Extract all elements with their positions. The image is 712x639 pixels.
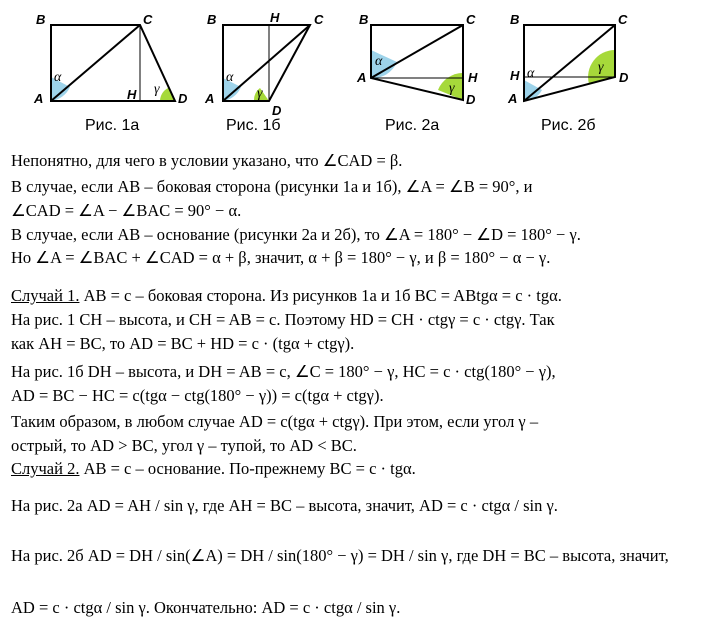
- figure-caption-2b: Рис. 2б: [541, 117, 596, 134]
- figure-1a: [33, 12, 188, 106]
- vertex-a: A: [34, 91, 44, 106]
- vertex-h: H: [270, 10, 280, 25]
- vertex-b: B: [207, 12, 217, 27]
- angle-alpha: α: [527, 66, 535, 81]
- angle-gamma: γ: [154, 82, 160, 97]
- vertex-c: C: [143, 12, 153, 27]
- figure-1b: [204, 10, 324, 118]
- text-line: На рис. 2б AD = DH / sin(∠A) = DH / sin(180° − γ) = DH / sin γ, где DH = BC – высота, значит,: [11, 546, 669, 565]
- vertex-a: A: [508, 91, 518, 106]
- text-line: Непонятно, для чего в условии указано, что ∠CAD = β.: [11, 151, 403, 170]
- vertex-c: C: [466, 12, 476, 27]
- angle-gamma: γ: [449, 81, 455, 96]
- text-line: AD = c · ctgα / sin γ. Окончательно: AD = c · ctgα / sin γ.: [11, 598, 401, 617]
- figure-2a: [356, 12, 478, 107]
- figure-2b: [507, 12, 629, 106]
- vertex-b: B: [510, 12, 520, 27]
- figures-row: [0, 0, 712, 150]
- vertex-d: D: [178, 91, 188, 106]
- text-line: как AH = BC, то AD = BC + HD = c · (tgα + ctgγ).: [11, 334, 355, 353]
- angle-alpha: α: [375, 54, 383, 69]
- vertex-b: B: [359, 12, 369, 27]
- vertex-d: D: [466, 92, 476, 107]
- case-label: Случай 2.: [11, 459, 80, 478]
- text-line: На рис. 2а AD = AH / sin γ, где AH = BC – высота, значит, AD = c · ctgα / sin γ.: [11, 496, 558, 515]
- vertex-c: C: [314, 12, 324, 27]
- case-2-heading-line: Случай 2. AB = c – основание. По-прежнему BC = c · tgα.: [11, 459, 416, 478]
- figure-caption-1a: Рис. 1а: [85, 117, 140, 134]
- diagonal-ac: [223, 25, 310, 101]
- angle-alpha: α: [226, 70, 234, 85]
- vertex-d: D: [272, 103, 282, 118]
- vertex-d: D: [619, 70, 629, 85]
- case-label: Случай 1.: [11, 286, 80, 305]
- vertex-c: C: [618, 12, 628, 27]
- diagonal-ac: [371, 25, 463, 78]
- vertex-a: A: [357, 70, 367, 85]
- vertex-h: H: [127, 87, 137, 102]
- text-line: Таким образом, в любом случае AD = c(tgα + ctgγ). При этом, если угол γ –: [11, 412, 539, 431]
- figure-caption-1b: Рис. 1б: [226, 117, 281, 134]
- text-line: Но ∠A = ∠BAC + ∠CAD = α + β, значит, α + β = 180° − γ, и β = 180° − α − γ.: [11, 248, 551, 267]
- vertex-b: B: [36, 12, 46, 27]
- vertex-h: H: [510, 68, 520, 83]
- angle-alpha: α: [54, 70, 62, 85]
- text-line: В случае, если AB – боковая сторона (рисунки 1а и 1б), ∠A = ∠B = 90°, и: [11, 177, 533, 196]
- text-line: В случае, если AB – основание (рисунки 2а и 2б), то ∠A = 180° − ∠D = 180° − γ.: [11, 225, 581, 244]
- text-line: ∠CAD = ∠A − ∠BAC = 90° − α.: [11, 201, 242, 220]
- text-line: острый, то AD > BC, угол γ – тупой, то AD < BC.: [11, 436, 357, 455]
- figure-caption-2a: Рис. 2а: [385, 117, 440, 134]
- vertex-h: H: [468, 70, 478, 85]
- text-line: На рис. 1б DH – высота, и DH = AB = c, ∠C = 180° − γ, HC = c · ctg(180° − γ),: [11, 362, 556, 381]
- vertex-a: A: [205, 91, 215, 106]
- text-line: AD = BC − HC = c(tgα − ctg(180° − γ)) = c(tgα + ctgγ).: [11, 386, 384, 405]
- case-1-heading-line: Случай 1. AB = c – боковая сторона. Из рисунков 1а и 1б BC = ABtgα = c · tgα.: [11, 286, 562, 305]
- text-line: На рис. 1 CH – высота, и CH = AB = c. Поэтому HD = CH · ctgγ = c · ctgγ. Так: [11, 310, 555, 329]
- angle-gamma: γ: [257, 86, 263, 101]
- angle-gamma: γ: [598, 60, 604, 75]
